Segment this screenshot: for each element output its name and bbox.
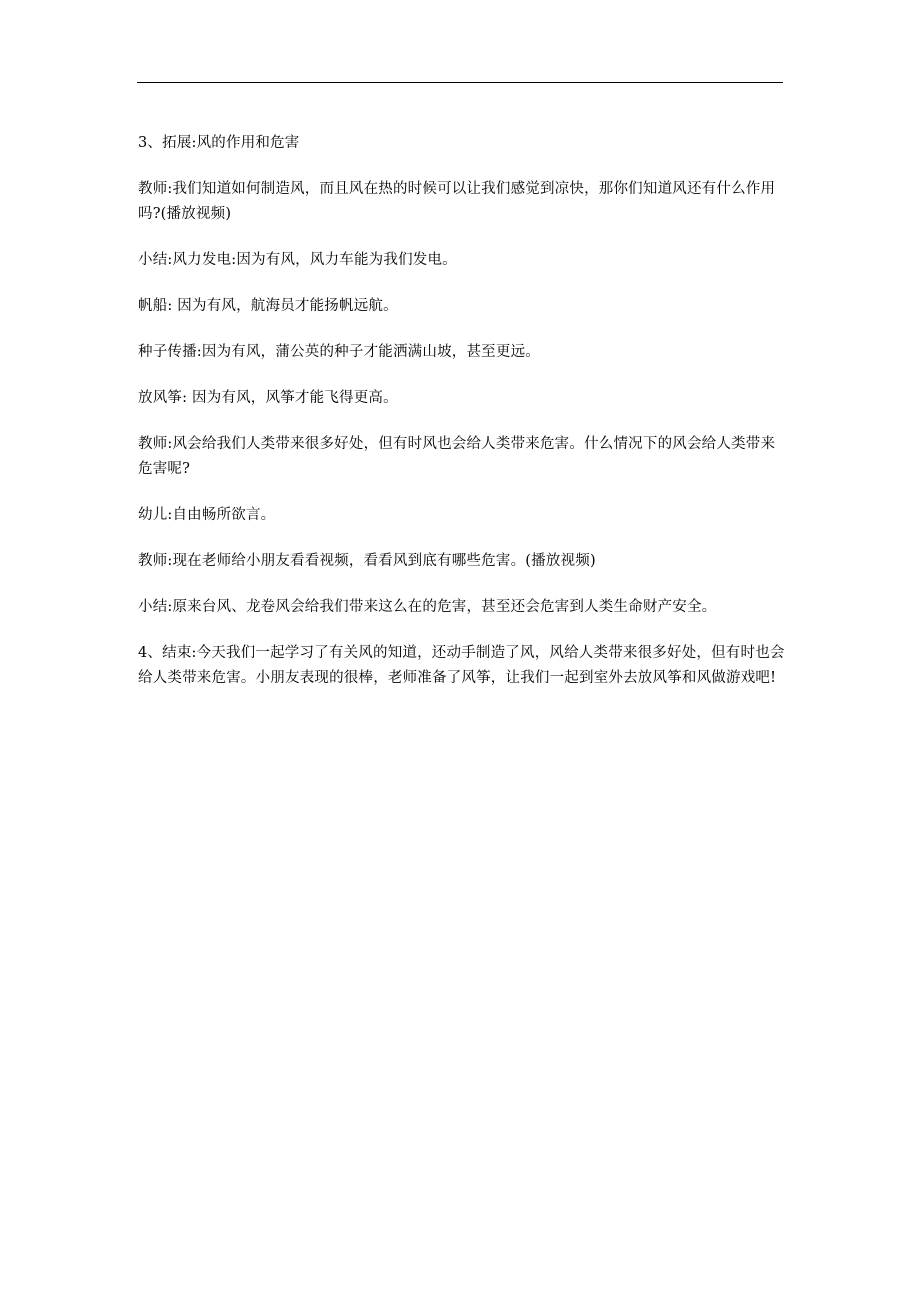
section-4-conclusion-paragraph: 4、结束:今天我们一起学习了有关风的知道，还动手制造了风，风给人类带来很多好处，但有时也会给人类带来危害。小朋友表现的很棒，老师准备了风筝，让我们一起到室外去放风筝和风做游戏吧! <box>138 645 785 686</box>
teacher-question-paragraph: 教师:我们知道如何制造风，而且风在热的时候可以让我们感觉到凉快，那你们知道风还有什么作用吗?(播放视频) <box>138 181 776 222</box>
section-3-heading: 3、拓展:风的作用和危害 <box>138 135 300 151</box>
seed-dispersal-paragraph: 种子传播:因为有风，蒲公英的种子才能洒满山坡，甚至更远。 <box>138 344 540 360</box>
children-discussion-paragraph: 幼儿:自由畅所欲言。 <box>138 507 276 523</box>
teacher-video-paragraph: 教师:现在老师给小朋友看看视频，看看风到底有哪些危害。(播放视频) <box>138 553 596 569</box>
kite-flying-paragraph: 放风筝: 因为有风，风筝才能飞得更高。 <box>138 390 398 406</box>
sailboat-paragraph: 帆船: 因为有风，航海员才能扬帆远航。 <box>138 298 398 314</box>
document-body <box>138 131 786 712</box>
teacher-hazard-paragraph: 教师:风会给我们人类带来很多好处，但有时风也会给人类带来危害。什么情况下的风会给人类带来危害呢? <box>138 436 776 477</box>
header-rule <box>137 82 783 83</box>
summary-wind-power-paragraph: 小结:风力发电:因为有风，风力车能为我们发电。 <box>138 252 457 268</box>
summary-hazard-paragraph: 小结:原来台风、龙卷风会给我们带来这么在的危害，甚至还会危害到人类生命财产安全。 <box>138 599 717 615</box>
